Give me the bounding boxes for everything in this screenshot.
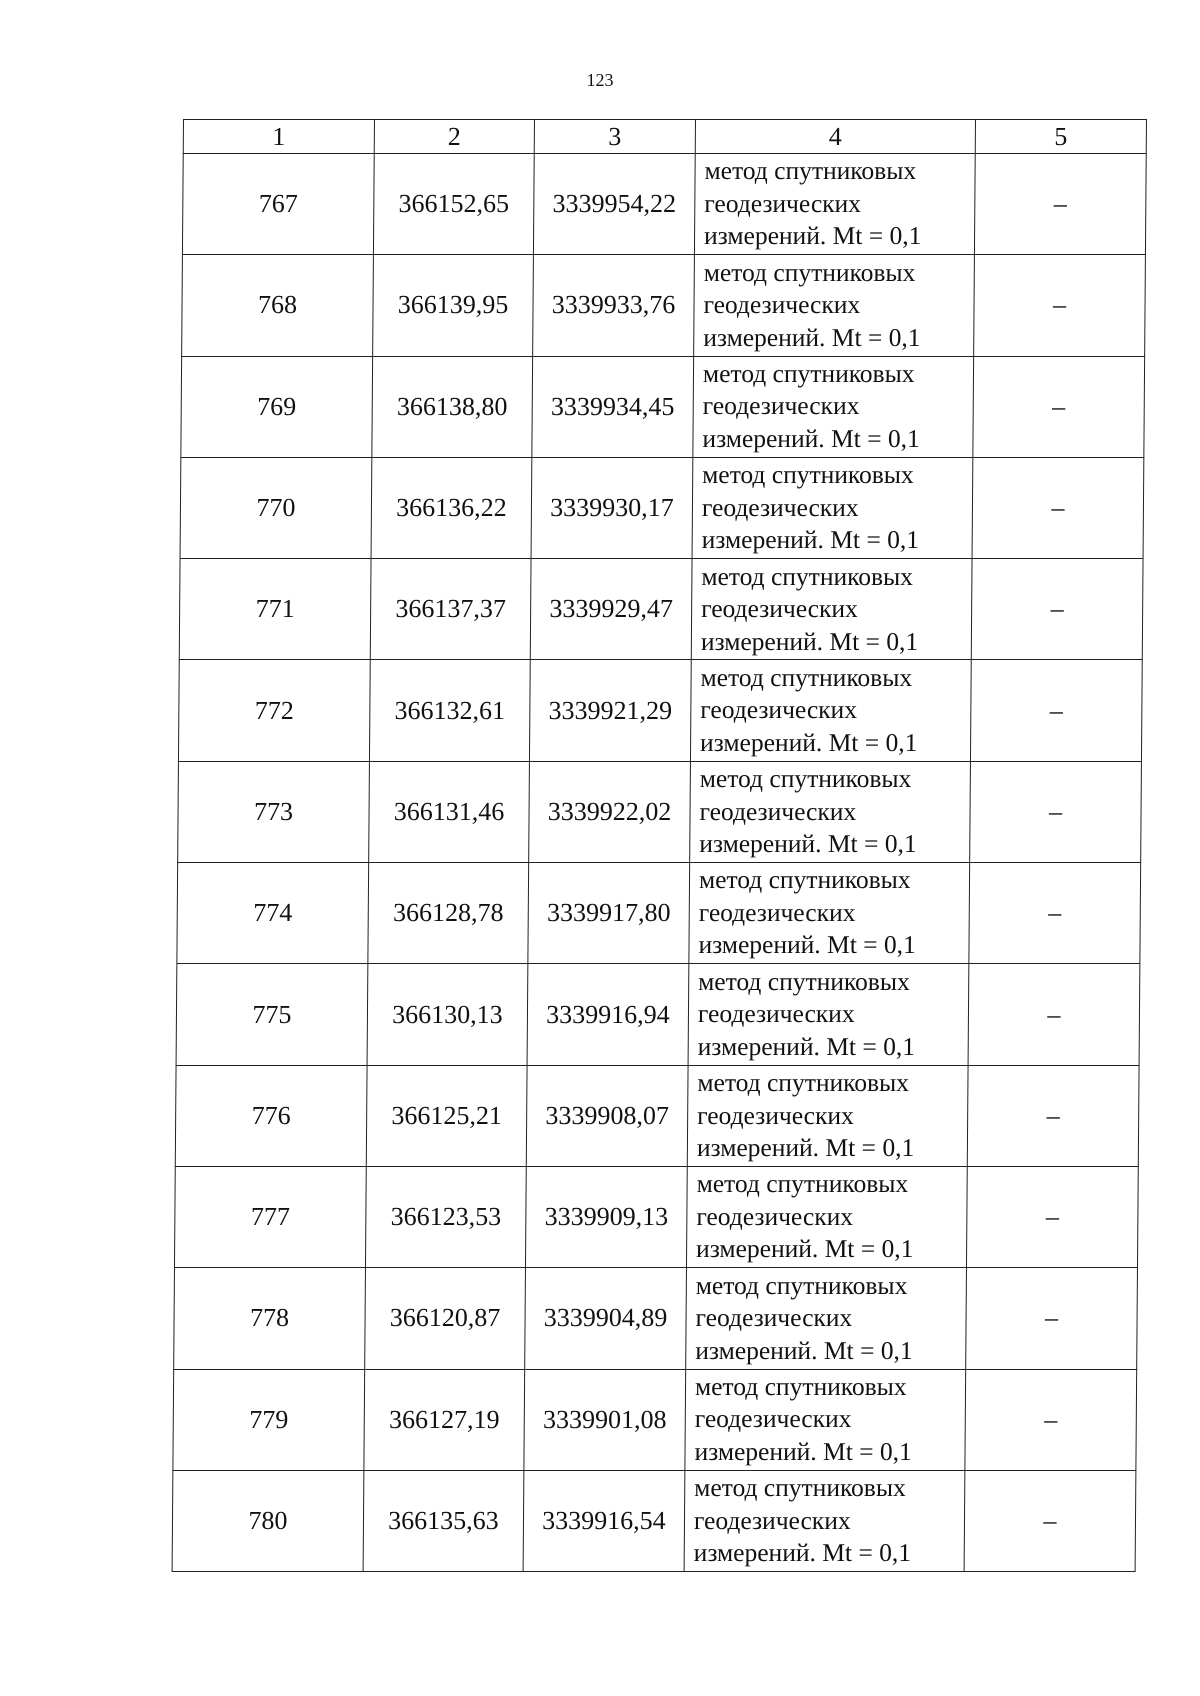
coordinate-y-cell: 3339933,76 [533,255,695,356]
method-line: измерений. Mt = 0,1 [695,1335,913,1365]
method-line: метод спутниковых [703,257,916,287]
coordinates-table [172,119,1147,1572]
table-row [178,660,1142,761]
table-row [182,255,1146,356]
header-cell-5: 5 [975,120,1146,154]
method-cell [694,154,975,255]
note-cell: – [973,356,1145,457]
method-line: измерений. Mt = 0,1 [696,1133,915,1163]
method-line: метод спутниковых [702,358,915,388]
method-line: измерений. Mt = 0,1 [700,626,919,656]
table-row [182,154,1146,255]
point-number-cell: 777 [174,1166,366,1267]
method-line: геодезических [704,188,862,218]
note-cell: – [968,964,1140,1065]
table-row [175,1065,1139,1166]
method-line: геодезических [700,695,858,725]
method-cell [694,255,975,356]
point-number-cell: 769 [181,356,373,457]
method-cell [689,863,970,964]
note-cell: – [974,154,1146,255]
table-row [174,1268,1138,1369]
coordinate-x-cell: 366132,61 [369,660,530,761]
method-cell [692,457,973,558]
note-cell: – [972,457,1144,558]
method-line: геодезических [701,492,859,522]
point-number-cell: 775 [176,964,368,1065]
coordinate-y-cell: 3339934,45 [532,356,694,457]
point-number-cell: 771 [179,559,371,660]
coordinate-y-cell: 3339916,94 [527,964,689,1065]
note-cell: – [965,1369,1137,1470]
note-cell: – [970,761,1142,862]
header-row [183,120,1146,154]
method-line: геодезических [697,1100,854,1130]
note-cell: – [967,1065,1139,1166]
note-cell: – [971,559,1143,660]
method-line: измерений. Mt = 0,1 [697,1031,916,1061]
note-cell: – [969,863,1141,964]
coordinate-y-cell: 3339908,07 [526,1065,688,1166]
point-number-cell: 772 [178,660,370,761]
coordinate-x-cell: 366130,13 [367,964,528,1065]
note-cell: – [970,660,1142,761]
method-line: геодезических [694,1404,852,1434]
method-line: метод спутниковых [695,1270,908,1300]
method-line: геодезических [693,1505,851,1535]
header-cell-1: 1 [183,120,374,154]
coordinate-y-cell: 3339930,17 [531,457,693,558]
point-number-cell: 776 [175,1065,367,1166]
table-row [179,559,1143,660]
table-row [173,1369,1137,1470]
method-line: метод спутниковых [699,764,912,794]
note-cell: – [966,1166,1138,1267]
table-header [183,120,1146,154]
method-line: метод спутниковых [694,1473,906,1503]
method-line: измерений. Mt = 0,1 [693,1538,912,1568]
coordinate-y-cell: 3339929,47 [530,559,692,660]
method-line: метод спутниковых [700,662,913,692]
table-body [172,154,1146,1572]
coordinate-y-cell: 3339904,89 [525,1268,687,1369]
method-line: измерений. Mt = 0,1 [699,727,918,757]
method-line: измерений. Mt = 0,1 [694,1436,912,1466]
coordinate-x-cell: 366125,21 [366,1065,527,1166]
method-cell [690,660,971,761]
method-line: метод спутниковых [697,1068,910,1098]
point-number-cell: 774 [177,863,369,964]
coordinate-y-cell: 3339917,80 [528,863,690,964]
coordinate-x-cell: 366123,53 [365,1166,526,1267]
header-cell-3: 3 [534,120,695,154]
method-line: геодезических [696,1201,854,1231]
table-row [177,863,1141,964]
coordinate-x-cell: 366139,95 [373,255,534,356]
method-cell [686,1166,967,1267]
method-cell [684,1470,965,1571]
method-cell [693,356,974,457]
method-line: геодезических [695,1303,853,1333]
coordinate-y-cell: 3339909,13 [525,1166,687,1267]
coordinate-y-cell: 3339922,02 [529,761,691,862]
coordinate-x-cell: 366136,22 [371,457,532,558]
header-cell-4: 4 [695,120,975,154]
method-line: геодезических [698,897,856,927]
method-line: геодезических [703,290,861,320]
note-cell: – [964,1470,1136,1571]
coordinate-x-cell: 366127,19 [364,1369,525,1470]
method-line: измерений. Mt = 0,1 [703,221,922,251]
coordinate-x-cell: 366128,78 [368,863,529,964]
method-line: метод спутниковых [694,1371,907,1401]
point-number-cell: 768 [182,255,374,356]
method-line: измерений. Mt = 0,1 [702,423,920,453]
coordinate-y-cell: 3339901,08 [524,1369,686,1470]
note-cell: – [966,1268,1138,1369]
point-number-cell: 767 [182,154,374,255]
point-number-cell: 780 [172,1470,364,1571]
method-line: метод спутниковых [696,1169,909,1199]
point-number-cell: 778 [174,1268,366,1369]
point-number-cell: 770 [180,457,372,558]
table-row [178,761,1142,862]
header-cell-2: 2 [374,120,534,154]
method-cell [691,559,972,660]
method-line: метод спутниковых [698,865,911,895]
method-cell [687,1065,968,1166]
table-row [172,1470,1136,1571]
point-number-cell: 773 [178,761,370,862]
method-line: измерений. Mt = 0,1 [699,829,917,859]
table-row [176,964,1140,1065]
table-row [181,356,1145,457]
method-line: измерений. Mt = 0,1 [703,322,921,352]
method-cell [690,761,971,862]
coordinate-y-cell: 3339954,22 [533,154,695,255]
coordinate-x-cell: 366135,63 [363,1470,524,1571]
coordinate-x-cell: 366152,65 [373,154,534,255]
coordinate-y-cell: 3339921,29 [529,660,691,761]
method-line: геодезических [702,391,860,421]
coordinate-y-cell: 3339916,54 [523,1470,685,1571]
method-line: метод спутниковых [701,561,914,591]
method-line: метод спутниковых [704,156,917,186]
table-row [180,457,1144,558]
method-cell [685,1369,966,1470]
method-line: геодезических [701,594,858,624]
page-number: 123 [586,70,614,90]
method-line: измерений. Mt = 0,1 [701,525,920,555]
method-line: геодезических [697,999,855,1029]
point-number-cell: 779 [173,1369,365,1470]
table-row [174,1166,1138,1267]
method-cell [686,1268,967,1369]
method-line: геодезических [699,796,857,826]
note-cell: – [974,255,1146,356]
method-line: измерений. Mt = 0,1 [698,930,916,960]
coordinate-x-cell: 366137,37 [370,559,531,660]
coordinate-x-cell: 366120,87 [365,1268,526,1369]
coordinate-x-cell: 366138,80 [372,356,533,457]
method-line: метод спутниковых [698,966,910,996]
method-line: метод спутниковых [702,460,914,490]
method-cell [688,964,969,1065]
coordinate-x-cell: 366131,46 [369,761,530,862]
method-line: измерений. Mt = 0,1 [696,1234,914,1264]
